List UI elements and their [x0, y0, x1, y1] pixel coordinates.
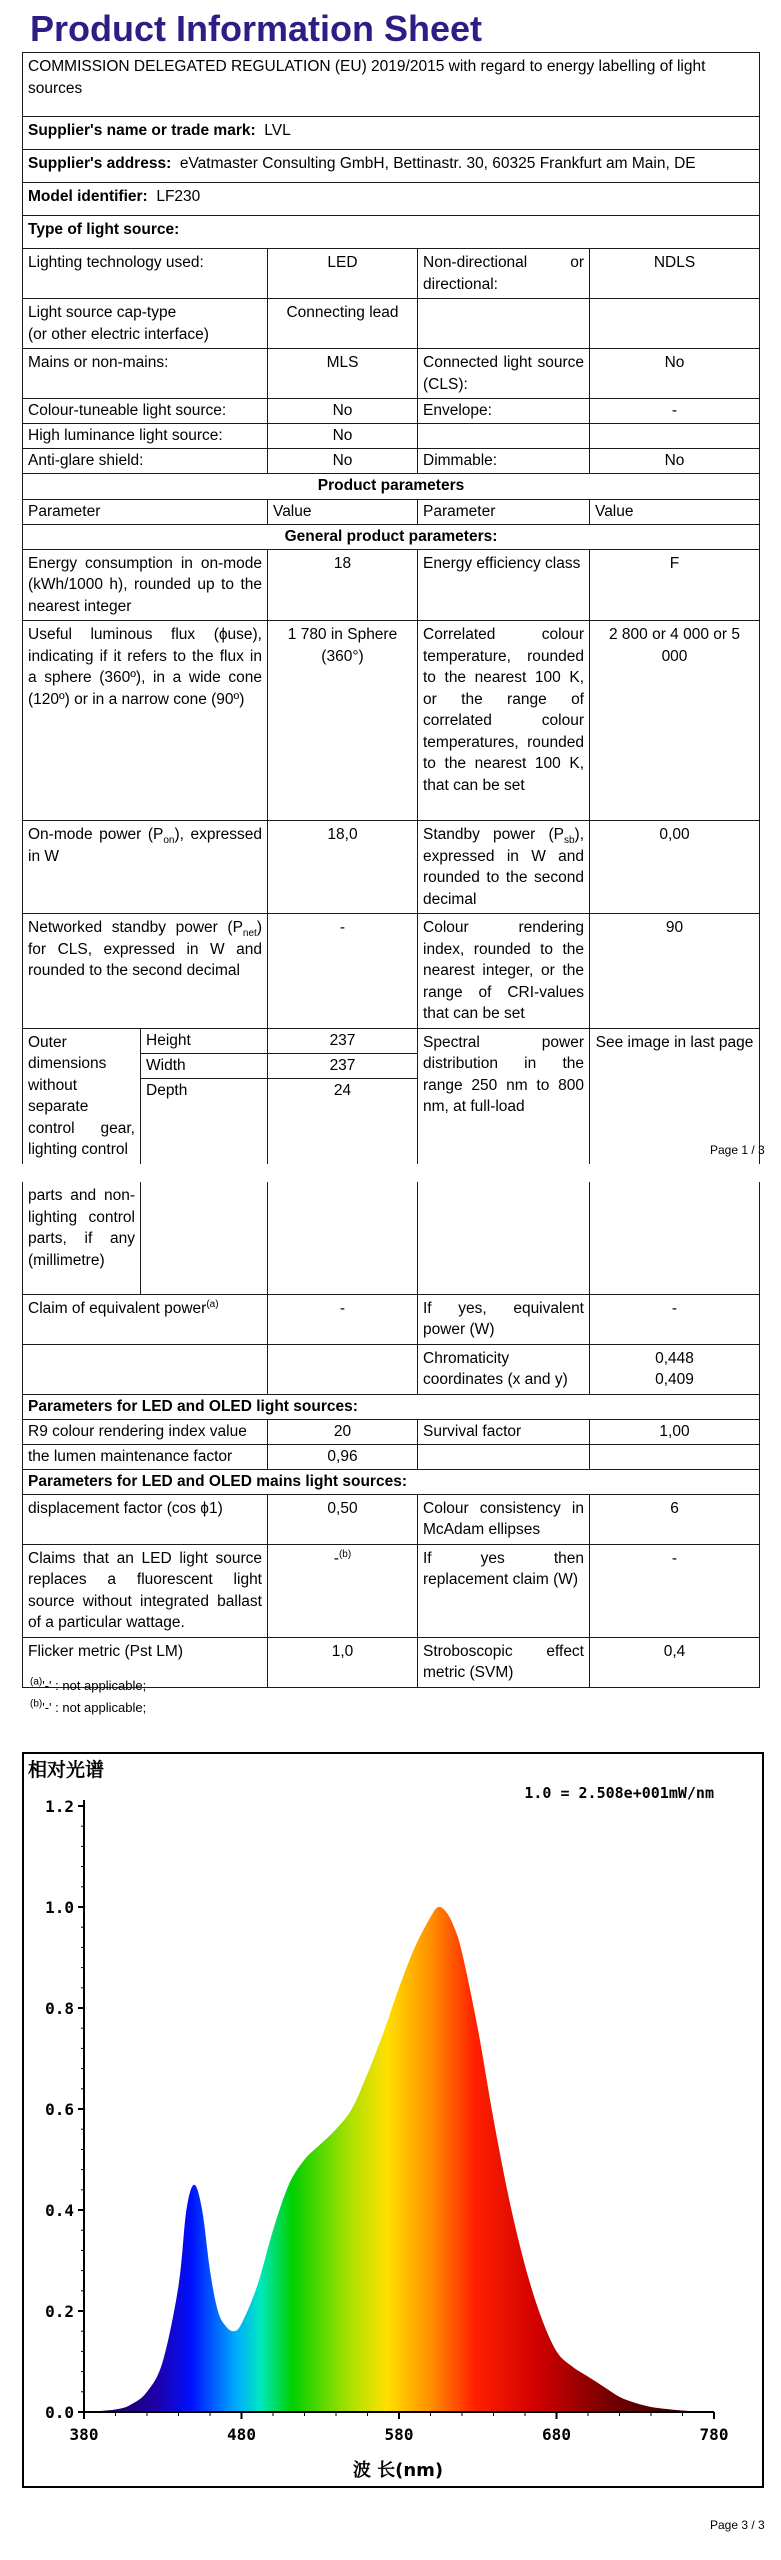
plot-area [84, 1907, 714, 2412]
page-number-3: Page 3 / 3 [710, 2518, 765, 2532]
column-header-row [23, 500, 760, 525]
if-yes-power-label: If yes, equivalent power (W) [418, 1294, 590, 1344]
anti-glare-value: No [268, 449, 418, 474]
product-params-row [23, 474, 760, 500]
survival-value: 1,00 [590, 1419, 760, 1444]
equiv-power-label: Claim of equivalent power$^{(a)}$ [23, 1294, 268, 1344]
if-yes-power-value: - [590, 1294, 760, 1344]
x-tick-label: 380 [69, 2425, 99, 2444]
footnote-b: $^{(b)}$'-' : not applicable; [30, 1698, 147, 1715]
x-tick-label: 580 [384, 2425, 414, 2444]
flicker-value: 1,0 [268, 1637, 418, 1687]
equiv-power-row [23, 1294, 760, 1344]
high-lum-value: No [268, 424, 418, 449]
dimmable-value: No [590, 449, 760, 474]
cap-type-label-2: (or other electric interface) [28, 325, 209, 343]
empty-cell [590, 299, 760, 349]
empty-cell [268, 1344, 418, 1394]
efficiency-class-label: Energy efficiency class [418, 549, 590, 621]
y-tick-label: 0.6 [45, 2100, 74, 2119]
displacement-value: 0,50 [268, 1494, 418, 1544]
flux-value: 1 780 in Sphere (360°) [268, 621, 418, 821]
empty-cell [590, 424, 760, 449]
depth-value: 24 [268, 1078, 418, 1164]
displacement-row [23, 1494, 760, 1544]
y-tick-label: 0.0 [45, 2403, 74, 2422]
cri-label: Colour rendering index, rounded to the nearest integer, or the range of CRI-values that can be set [418, 914, 590, 1029]
high-lum-label: High luminance light source: [23, 424, 268, 449]
empty-cell [418, 299, 590, 349]
tuneable-value: No [268, 399, 418, 424]
flicker-label: Flicker metric (Pst LM) [23, 1637, 268, 1687]
spectrum-chart [24, 1754, 762, 2486]
stroboscopic-value: 0,4 [590, 1637, 760, 1687]
high-lum-row [23, 424, 760, 449]
model-value: LF230 [156, 188, 201, 205]
energy-value: 18 [268, 549, 418, 621]
tuneable-row [23, 399, 760, 424]
cap-type-label: Light source cap-type [28, 304, 177, 321]
dimension-height-row [23, 1028, 760, 1053]
width-value: 237 [268, 1053, 418, 1078]
height-label: Height [141, 1028, 268, 1053]
empty-cell [590, 1182, 760, 1294]
chart-annotation: 1.0 = 2.508e+001mW/nm [524, 1784, 714, 1802]
lighting-technology-label: Lighting technology used: [23, 249, 268, 299]
standby-value: 0,00 [590, 821, 760, 914]
lumen-maint-label: the lumen maintenance factor [23, 1444, 268, 1469]
empty-cell [141, 1182, 268, 1294]
consistency-label: Colour consistency in McAdam ellipses [418, 1494, 590, 1544]
envelope-value: - [590, 399, 760, 424]
regulation-text: COMMISSION DELEGATED REGULATION (EU) 2019/2015 with regard to energy labelling of light sources [23, 53, 760, 117]
chromaticity-label: Chromaticity coordinates (x and y) [418, 1344, 590, 1394]
col-parameter: Parameter [23, 500, 268, 525]
chromaticity-x: 0,448 [655, 1349, 694, 1367]
x-axis-label: 波 长(nm) [352, 2460, 444, 2481]
cri-value: 90 [590, 914, 760, 1029]
networked-row [23, 914, 760, 1029]
equiv-power-value: - [268, 1294, 418, 1344]
spectral-label: Spectral power distribution in the range 250 nm to 800 nm, at full-load [418, 1028, 590, 1164]
empty-cell [23, 1344, 268, 1394]
cap-type-row [23, 299, 760, 349]
x-tick-label: 780 [699, 2425, 729, 2444]
model-row [23, 183, 760, 216]
claims-row [23, 1544, 760, 1637]
survival-label: Survival factor [418, 1419, 590, 1444]
energy-row [23, 549, 760, 621]
claims-value: -$^{(b)}$ [268, 1544, 418, 1637]
empty-cell [268, 1182, 418, 1294]
empty-cell [590, 1444, 760, 1469]
tuneable-label: Colour-tuneable light source: [23, 399, 268, 424]
address-value: eVatmaster Consulting GmbH, Bettinastr. 30, 60325 Frankfurt am Main, DE [179, 155, 696, 172]
dimensions-label-continued: parts and non-lighting control parts, if any (millimetre) [23, 1182, 141, 1294]
r9-row [23, 1419, 760, 1444]
height-value: 237 [268, 1028, 418, 1053]
y-tick-label: 0.4 [45, 2201, 74, 2220]
page-title: Product Information Sheet [30, 8, 483, 49]
lumen-maint-row [23, 1444, 760, 1469]
width-label: Width [141, 1053, 268, 1078]
lighting-technology-value: LED [268, 249, 418, 299]
stroboscopic-label: Stroboscopic effect metric (SVM) [418, 1637, 590, 1687]
directional-label: Non-directional or directional: [418, 249, 590, 299]
supplier-label: Supplier's name or trade mark: [28, 122, 256, 139]
regulation-row [23, 53, 760, 117]
footnote-a: $^{(a)}$'-' : not applicable; [30, 1676, 147, 1693]
anti-glare-label: Anti-glare shield: [23, 449, 268, 474]
consistency-value: 6 [590, 1494, 760, 1544]
spectrum-area [84, 1907, 714, 2412]
dimensions-label: Outer dimensions without separate control gear, lighting control [23, 1028, 141, 1164]
spectral-value: See image in last page [590, 1028, 760, 1164]
x-tick-label: 680 [542, 2425, 571, 2444]
type-header-row [23, 216, 760, 249]
r9-label: R9 colour rendering index value [23, 1419, 268, 1444]
efficiency-class-value: F [590, 549, 760, 621]
mains-label: Mains or non-mains: [23, 349, 268, 399]
col-value-2: Value [590, 500, 760, 525]
anti-glare-row [23, 449, 760, 474]
empty-cell [418, 1182, 590, 1294]
address-row [23, 150, 760, 183]
depth-label: Depth [141, 1078, 268, 1164]
claims-label: Claims that an LED light source replaces a fluorescent light source without integrated ballast of a particular wattage. [23, 1544, 268, 1637]
lighting-row [23, 249, 760, 299]
type-header: Type of light source: [23, 216, 760, 249]
led-mains-params-header: Parameters for LED and OLED mains light sources: [23, 1469, 760, 1494]
chromaticity-value [590, 1344, 760, 1394]
led-params-row [23, 1394, 760, 1419]
replacement-value: - [590, 1544, 760, 1637]
chart-title: 相对光谱 [28, 1759, 105, 1781]
directional-value: NDLS [590, 249, 760, 299]
y-tick-label: 1.2 [45, 1797, 74, 1816]
standby-label: Standby power $(P_{sb})$, expressed in W and rounded to the second decimal [418, 821, 590, 914]
lumen-maint-value: 0,96 [268, 1444, 418, 1469]
mains-value: MLS [268, 349, 418, 399]
y-tick-label: 0.8 [45, 1999, 74, 2018]
displacement-label: displacement factor (cos ϕ1) [23, 1494, 268, 1544]
supplier-value: LVL [264, 122, 291, 139]
empty-cell [418, 424, 590, 449]
led-params-header: Parameters for LED and OLED light sources: [23, 1394, 760, 1419]
dimensions-continued-row [23, 1182, 760, 1294]
address-label: Supplier's address: [28, 155, 172, 172]
info-table-page2 [22, 1182, 760, 1688]
replacement-label: If yes then replacement claim (W) [418, 1544, 590, 1637]
empty-cell [418, 1444, 590, 1469]
on-power-label: On-mode power $(P_{on})$, expressed in W [23, 821, 268, 914]
cap-type-value: Connecting lead [268, 299, 418, 349]
col-value: Value [268, 500, 418, 525]
model-label: Model identifier: [28, 188, 148, 205]
flux-label: Useful luminous flux (ϕuse), indicating if it refers to the flux in a sphere (360º), in a wide cone (120º) or in a narrow cone (90º) [23, 621, 268, 821]
envelope-label: Envelope: [418, 399, 590, 424]
product-params-header: Product parameters [23, 474, 760, 500]
connected-label: Connected light source (CLS): [418, 349, 590, 399]
flux-row [23, 621, 760, 821]
on-power-value: 18,0 [268, 821, 418, 914]
on-power-row [23, 821, 760, 914]
y-tick-label: 0.2 [45, 2302, 74, 2321]
y-tick-label: 1.0 [45, 1898, 74, 1917]
r9-value: 20 [268, 1419, 418, 1444]
chromaticity-y: 0,409 [655, 1371, 694, 1388]
col-parameter-2: Parameter [418, 500, 590, 525]
supplier-row [23, 117, 760, 150]
info-table-page1 [22, 52, 760, 1164]
networked-value: - [268, 914, 418, 1029]
spectrum-chart-frame [22, 1752, 764, 2488]
x-tick-label: 480 [227, 2425, 256, 2444]
chromaticity-row [23, 1344, 760, 1394]
page-number-1: Page 1 / 3 [710, 1143, 765, 1157]
networked-label: Networked standby power $(P_{net})$ for CLS, expressed in W and rounded to the second decimal [23, 914, 268, 1029]
cct-value: 2 800 or 4 000 or 5 000 [590, 621, 760, 821]
led-mains-params-row [23, 1469, 760, 1494]
general-params-row [23, 524, 760, 549]
dimmable-label: Dimmable: [418, 449, 590, 474]
connected-value: No [590, 349, 760, 399]
cct-label: Correlated colour temperature, rounded to the nearest 100 K, or the range of correlated colour temperatures, rounded to the nearest 100 K, that can be set [418, 621, 590, 821]
general-params-header: General product parameters: [23, 524, 760, 549]
energy-label: Energy consumption in on-mode (kWh/1000 h), rounded up to the nearest integer [23, 549, 268, 621]
mains-row [23, 349, 760, 399]
